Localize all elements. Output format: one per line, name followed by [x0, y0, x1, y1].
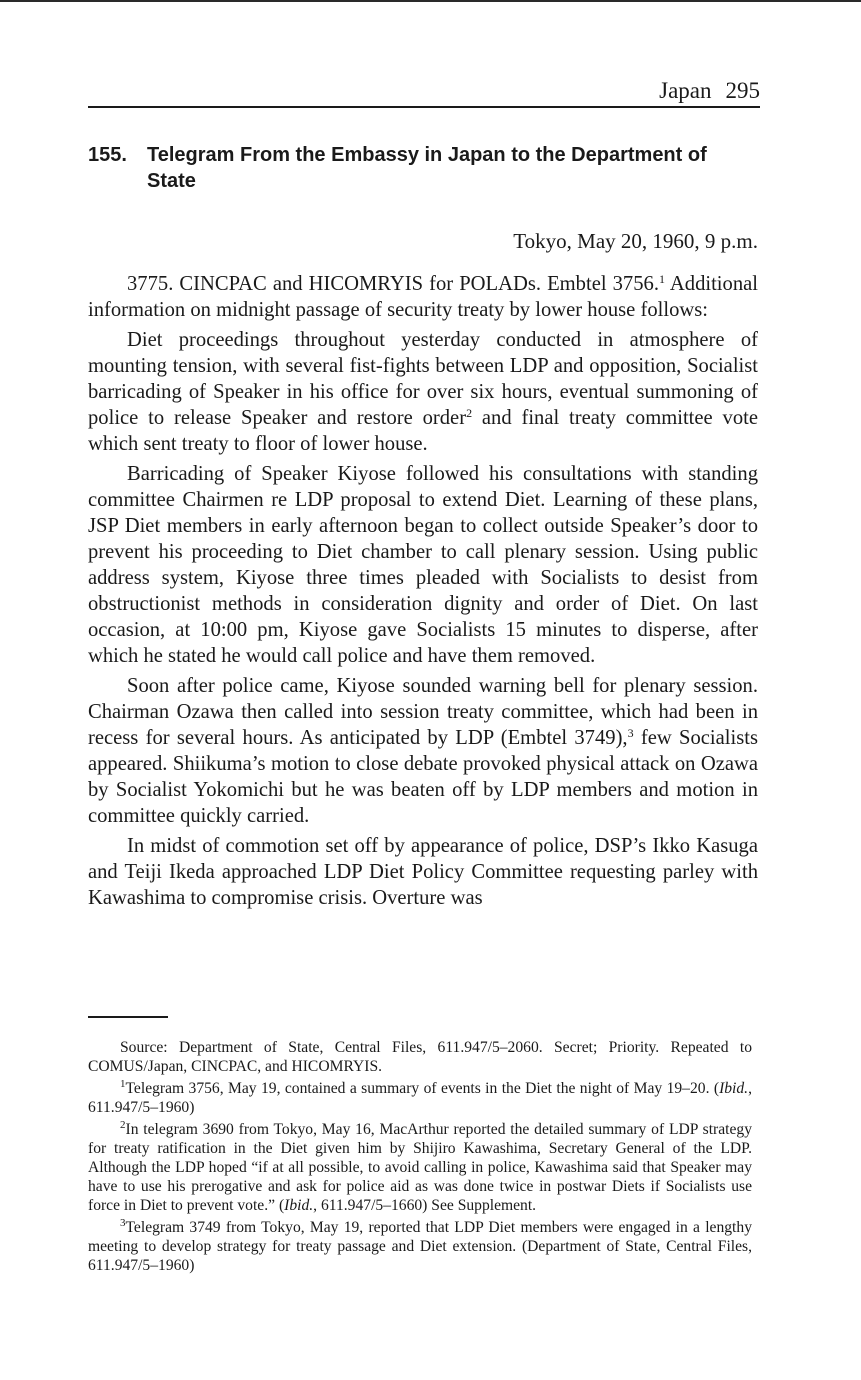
running-head — [88, 76, 760, 106]
footnote-marker: 2 — [120, 1119, 126, 1131]
footnote-ref-3: 3 — [627, 726, 634, 740]
document-title: Telegram From the Embassy in Japan to the Department of State — [147, 144, 707, 192]
footnote-3 — [88, 1218, 752, 1275]
footnote-text: , 611.947/5–1660) See Supplement. — [313, 1197, 537, 1214]
document-heading — [88, 142, 760, 194]
body-paragraph-1 — [88, 271, 758, 323]
telegram-body — [88, 271, 758, 915]
footnote-text: , 611.947/5–1960) — [88, 1080, 752, 1116]
footnote-ref-2: 2 — [466, 406, 473, 420]
paragraph-text: and final treaty committee vote which sent treaty to floor of lower house. — [88, 407, 758, 455]
footnote-text: Telegram 3756, May 19, contained a summary of events in the Diet the night of May 19–20. ( — [125, 1080, 720, 1097]
ibid-citation: Ibid. — [719, 1080, 749, 1097]
ibid-citation: Ibid. — [284, 1197, 314, 1214]
footnotes — [88, 1038, 752, 1278]
footnote-2 — [88, 1120, 752, 1215]
paragraph-text: few Socialists appeared. Shiikuma’s motion to close debate provoked physical attack on Ozawa by Socialist Yokomichi but he was beaten off by LDP members and motion in committee quickly carried. — [88, 727, 758, 827]
body-paragraph-2 — [88, 327, 758, 457]
footnote-1 — [88, 1079, 752, 1117]
footnote-text: In telegram 3690 from Tokyo, May 16, MacArthur reported the detailed summary of LDP strategy for treaty ratification in the Diet given him by Shijiro Kawashima, Secretary General of the LDP. Although the LDP hoped “if at all possible, to avoid calling in police, Kawashima said that Speaker may have to use his prerogative and ask for police aid as was done twice in postwar Diets if Socialists use force in Diet to prevent vote.” ( — [88, 1121, 752, 1214]
paragraph-text: Diet proceedings throughout yesterday conducted in atmosphere of mounting tension, with several fist-fights between LDP and opposition, Socialist barricading of Speaker in his office for over six hours, eventual summoning of police to release Speaker and restore order — [88, 329, 758, 429]
running-head-section: Japan — [659, 78, 712, 103]
footnote-marker: 3 — [120, 1217, 126, 1229]
footnote-ref-1: 1 — [658, 272, 665, 286]
header-rule — [88, 106, 760, 108]
source-note: Source: Department of State, Central Files, 611.947/5–2060. Secret; Priority. Repeated to COMUS/Japan, CINCPAC, and HICOMRYIS. — [88, 1039, 752, 1075]
footnote-marker: 1 — [120, 1078, 126, 1090]
dateline: Tokyo, May 20, 1960, 9 p.m. — [513, 229, 758, 253]
body-paragraph-5: In midst of commotion set off by appearance of police, DSP’s Ikko Kasuga and Teiji Ikeda approached LDP Diet Policy Committee requesting parley with Kawashima to compromise crisis. Overture was — [88, 835, 758, 909]
paragraph-text: Additional information on midnight passage of security treaty by lower house follows: — [88, 273, 758, 321]
body-paragraph-3: Barricading of Speaker Kiyose followed his consultations with standing committee Chairmen re LDP proposal to extend Diet. Learning of these plans, JSP Diet members in early afternoon began to collect outside Speaker’s door to prevent his proceeding to Diet chamber to call plenary session. Using public address system, Kiyose three times pleaded with Socialists to desist from obstructionist methods in consideration dignity and order of Diet. On last occasion, at 10:00 pm, Kiyose gave Socialists 15 minutes to disperse, after which he stated he would call police and have them removed. — [88, 463, 758, 667]
body-paragraph-4 — [88, 673, 758, 829]
page-number: 295 — [725, 78, 760, 103]
page-top-edge — [0, 0, 861, 2]
document-number: 155. — [88, 144, 127, 166]
paragraph-text: Soon after police came, Kiyose sounded warning bell for plenary session. Chairman Ozawa then called into session treaty committee, which had been in recess for several hours. As anticipated by LDP (Embtel 3749), — [88, 675, 758, 749]
footnote-text: Telegram 3749 from Tokyo, May 19, reported that LDP Diet members were engaged in a lengthy meeting to develop strategy for treaty passage and Diet extension. (Department of State, Central Files, 611.947/5–1960) — [88, 1219, 752, 1274]
paragraph-text: 3775. CINCPAC and HICOMRYIS for POLADs. Embtel 3756. — [127, 273, 659, 295]
footnote-rule — [88, 1016, 168, 1018]
